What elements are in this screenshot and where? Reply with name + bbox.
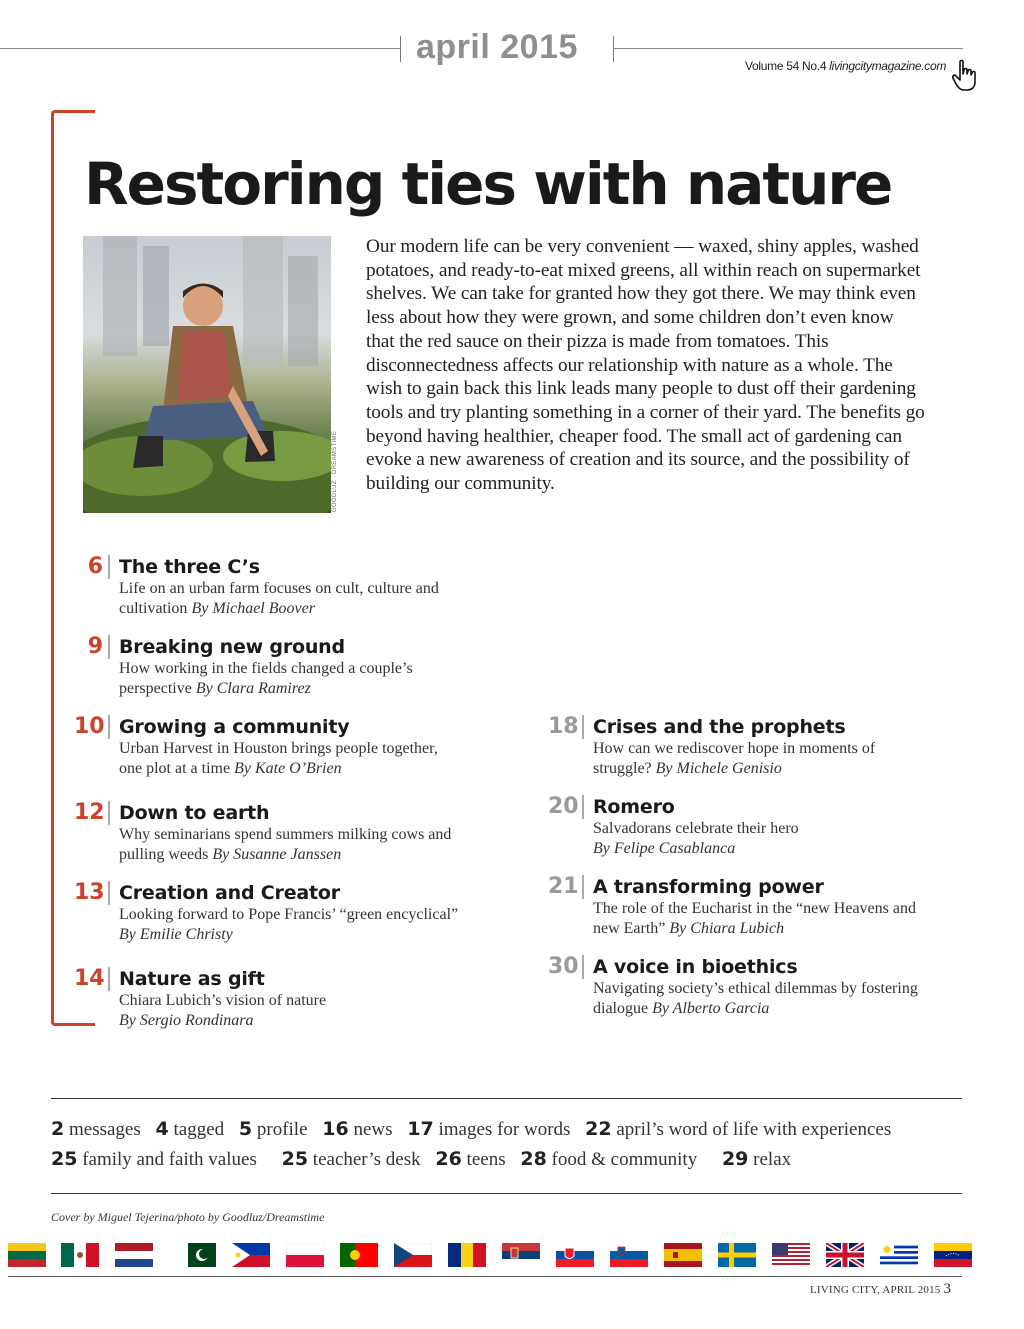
toc-entry[interactable]	[548, 795, 933, 859]
toc-title: Crises and the prophets	[593, 716, 846, 738]
netherlands-flag	[115, 1243, 153, 1267]
toc-title: Down to earth	[119, 802, 270, 824]
toc-page-number: 13	[74, 881, 110, 905]
gardener-photo	[83, 236, 331, 513]
uk-flag	[826, 1243, 864, 1267]
uruguay-flag	[880, 1243, 918, 1267]
page-footer	[810, 1281, 951, 1298]
toc-description: How working in the fields changed a couple’s perspective By Clara Ramirez	[119, 660, 413, 697]
toc-title: Creation and Creator	[119, 882, 340, 904]
slovakia-flag	[556, 1243, 594, 1267]
toc-title: Nature as gift	[119, 968, 265, 990]
gardener-illustration	[83, 236, 331, 513]
department-link[interactable]: 29 relax	[721, 1148, 792, 1170]
flag-strip	[8, 1243, 968, 1269]
toc-entry[interactable]	[74, 801, 459, 865]
czech-flag	[394, 1243, 432, 1267]
toc-entry[interactable]	[74, 635, 459, 699]
toc-title: The three C’s	[119, 556, 260, 578]
department-link[interactable]: 17 images for words	[407, 1118, 571, 1140]
toc-page-number: 12	[74, 801, 110, 825]
toc-description: Urban Harvest in Houston brings people together, one plot at a time By Kate O’Brien	[119, 740, 438, 777]
department-link[interactable]: 2 messages	[51, 1118, 141, 1140]
toc-page-number: 14	[74, 967, 110, 991]
venezuela-flag	[934, 1243, 972, 1267]
philippines-flag	[232, 1243, 270, 1267]
toc-description: Life on an urban farm focuses on cult, culture and cultivation By Michael Boover	[119, 580, 439, 617]
toc-title: A transforming power	[593, 876, 824, 898]
toc-description: The role of the Eucharist in the “new Heavens and new Earth” By Chiara Lubich	[593, 900, 916, 937]
department-link[interactable]: 5 profile	[238, 1118, 308, 1140]
toc-title: Breaking new ground	[119, 636, 345, 658]
volume-number: Volume 54 No.4	[745, 59, 827, 73]
toc-page-number: 9	[74, 635, 110, 659]
toc-page-number: 20	[548, 795, 584, 819]
footer-rule	[8, 1276, 962, 1277]
toc-description: Salvadorans celebrate their hero By Felipe Casablanca	[593, 820, 799, 857]
department-link[interactable]: 16 news	[322, 1118, 393, 1140]
toc-page-number: 10	[74, 715, 110, 739]
serbia-flag	[502, 1243, 540, 1267]
pakistan-flag	[178, 1243, 216, 1267]
departments-top-rule	[51, 1098, 962, 1099]
department-link[interactable]: 25 family and faith values	[51, 1148, 257, 1170]
toc-entry[interactable]	[74, 555, 459, 619]
department-link[interactable]: 4 tagged	[155, 1118, 225, 1140]
toc-description: How can we rediscover hope in moments of struggle? By Michele Genisio	[593, 740, 876, 777]
issue-title: april 2015	[416, 28, 578, 66]
toc-description: Navigating society’s ethical dilemmas by fostering dialogue By Alberto Garcia	[593, 980, 918, 1017]
toc-page-number: 18	[548, 715, 584, 739]
portugal-flag	[340, 1243, 378, 1267]
toc-page-number: 30	[548, 955, 584, 979]
toc-title: Growing a community	[119, 716, 350, 738]
page-number: 3	[943, 1281, 952, 1297]
header-rule-right	[613, 48, 963, 49]
photo-credit: GOODLUZ · DREAMSTIME	[332, 430, 338, 512]
poland-flag	[286, 1243, 324, 1267]
mexico-flag	[61, 1243, 99, 1267]
sweden-flag	[718, 1243, 756, 1267]
toc-title: Romero	[593, 796, 675, 818]
footer-text: LIVING CITY, APRIL 2015	[810, 1284, 941, 1296]
toc-entry[interactable]	[74, 881, 459, 945]
cover-credit: Cover by Miguel Tejerina/photo by Goodluz/Dreamstime	[51, 1210, 325, 1224]
toc-title: A voice in bioethics	[593, 956, 798, 978]
toc-entry[interactable]	[548, 875, 933, 939]
spain-flag	[664, 1243, 702, 1267]
departments-row	[51, 1147, 791, 1172]
toc-page-number: 21	[548, 875, 584, 899]
toc-description: Chiara Lubich’s vision of nature By Sergio Rondinara	[119, 992, 327, 1029]
header-rule-left	[0, 48, 400, 49]
site-link[interactable]: livingcitymagazine.com	[829, 59, 947, 73]
slovenia-flag	[610, 1243, 648, 1267]
departments-row	[51, 1117, 891, 1142]
lithuania-flag	[8, 1243, 46, 1267]
volume-info	[745, 59, 946, 73]
toc-entry[interactable]	[548, 955, 933, 1019]
toc-description: Why seminarians spend summers milking cows and pulling weeds By Susanne Janssen	[119, 826, 452, 863]
department-link[interactable]: 22 april’s word of life with experiences	[585, 1118, 892, 1140]
header-tick-right	[613, 36, 614, 62]
toc-entry[interactable]	[74, 715, 459, 779]
pointer-hand-icon[interactable]	[950, 58, 980, 92]
feature-headline: Restoring ties with nature	[84, 150, 892, 218]
toc-description: Looking forward to Pope Francis’ “green encyclical” By Emilie Christy	[119, 906, 459, 943]
toc-entry[interactable]	[74, 967, 459, 1031]
department-link[interactable]: 25 teacher’s desk	[281, 1148, 421, 1170]
toc-entry[interactable]	[548, 715, 933, 779]
department-link[interactable]: 26 teens	[435, 1148, 506, 1170]
header-tick-left	[400, 36, 401, 62]
feature-intro: Our modern life can be very convenient — waxed, shiny apples, washed potatoes, and ready-to-eat mixed greens, all within reach on supermarket shelves. We can take for granted how they got there. We may think even less about how they were grown, and some children don’t even know that the red sauce on their pizza is made from tomatoes. This disconnectedness affects our relationship with nature as a whole. The wish to gain back this link leads many people to dust off their gardening tools and try planting something in a corner of their yard. The benefits go beyond having healthier, cheaper food. The small act of gardening can evoke a new awareness of creation and its source, and the possibility of building our community.	[366, 236, 925, 495]
departments-bottom-rule	[51, 1193, 962, 1194]
department-link[interactable]: 28 food & community	[520, 1148, 698, 1170]
romania-flag	[448, 1243, 486, 1267]
usa-flag	[772, 1243, 810, 1267]
toc-page-number: 6	[74, 555, 110, 579]
